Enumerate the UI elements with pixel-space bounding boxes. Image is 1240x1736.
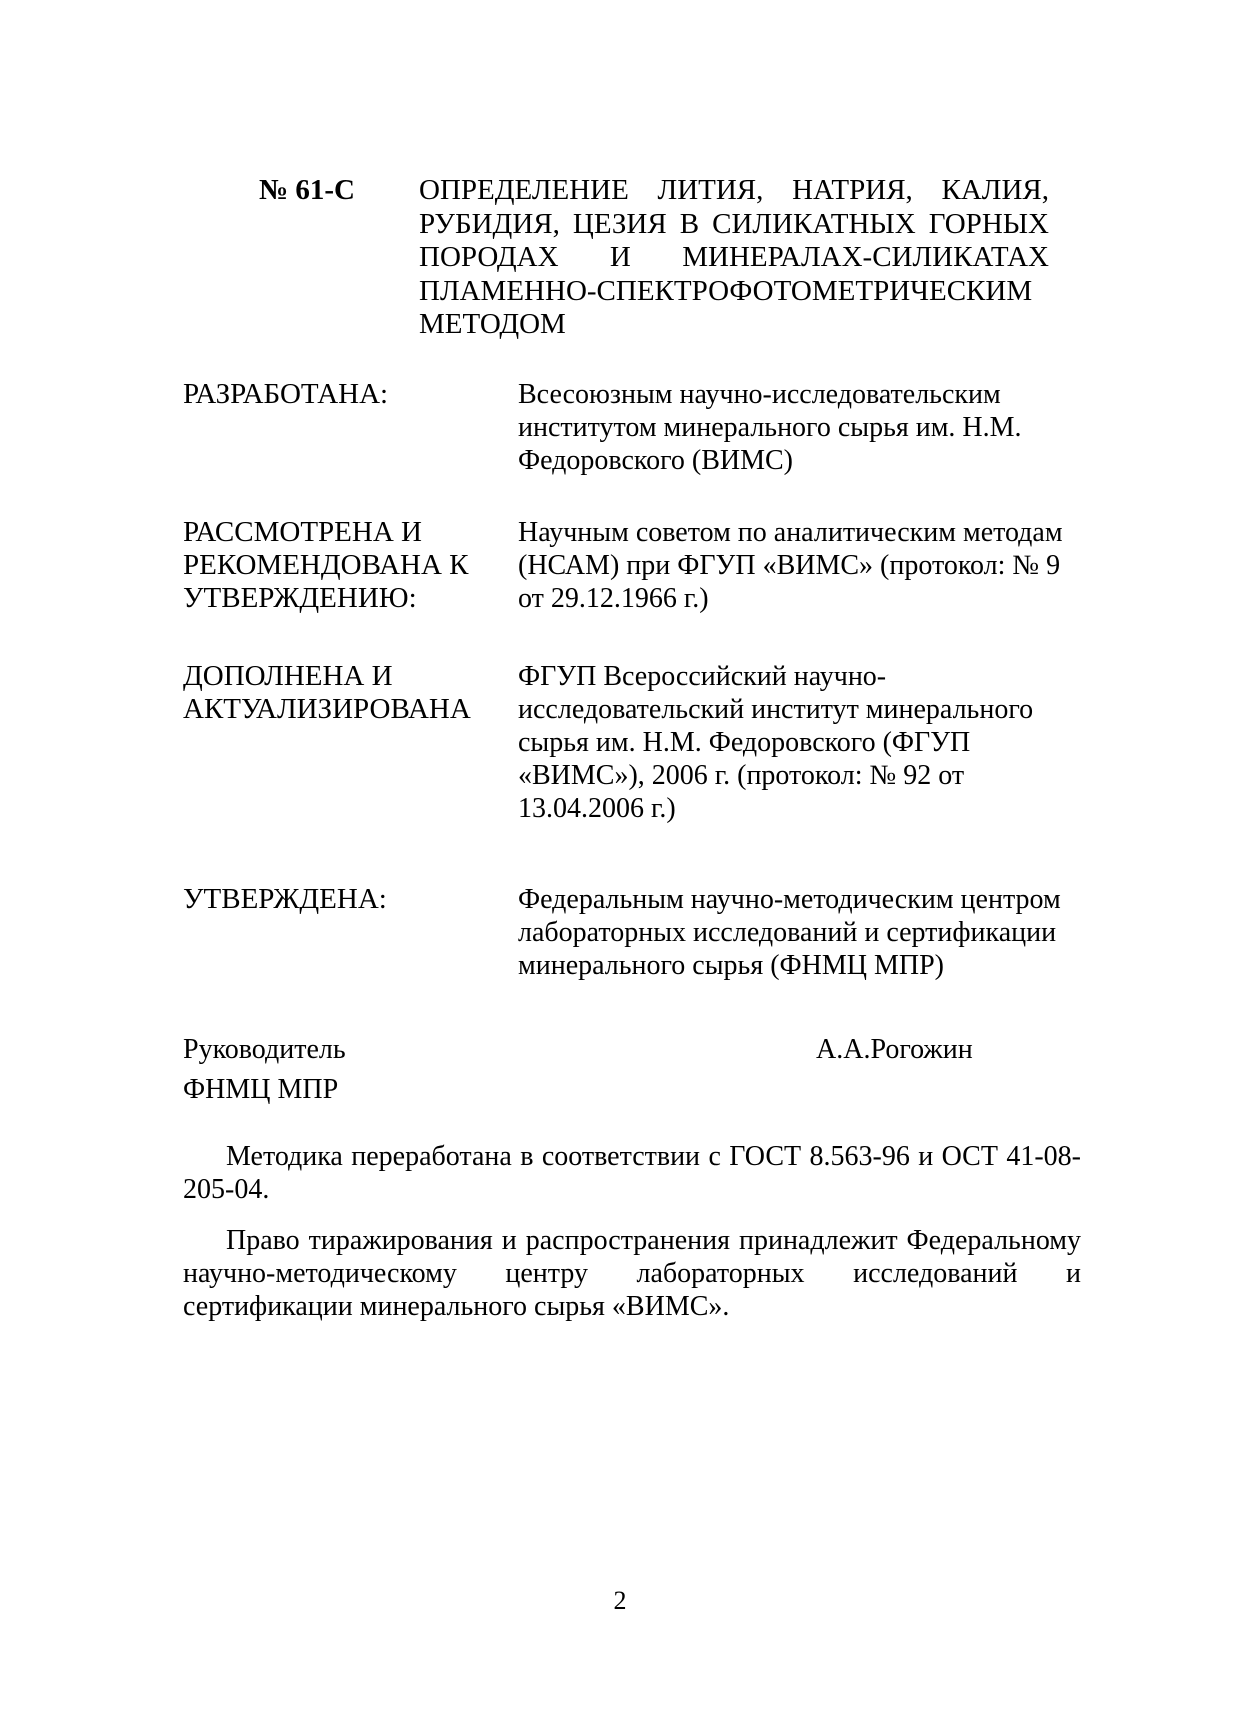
approved-value: Федеральным научно-методическим центром лабораторных исследований и сертификации минерального сырья (ФНМЦ МПР) [518,884,1061,981]
document-number: № 61-С [259,174,355,206]
developed-by-value: Всесоюзным научно-исследовательским институтом минерального сырья им. Н.М. Федоровского (ВИМС) [518,379,1022,476]
methodology-note: Методика переработана в соответствии с ГОСТ 8.563-96 и ОСТ 41-08-205-04. [183,1141,1081,1205]
developed-by-label: РАЗРАБОТАНА: [183,378,389,410]
signer-position-line1: Руководитель [183,1034,346,1065]
reviewed-label: РАССМОТРЕНА И РЕКОМЕНДОВАНА К УТВЕРЖДЕНИЮ: [183,516,469,614]
page-number: 2 [613,1586,627,1615]
approved-label: УТВЕРЖДЕНА: [183,883,387,915]
document-title: ОПРЕДЕЛЕНИЕ ЛИТИЯ, НАТРИЯ, КАЛИЯ, РУБИДИЯ, ЦЕЗИЯ В СИЛИКАТНЫХ ГОРНЫХ ПОРОДАХ И МИНЕРАЛАХ-СИЛИКАТАХ ПЛАМЕННО-СПЕКТРОФОТОМЕТРИЧЕСКИМ МЕТОДОМ [419,174,1049,340]
updated-label: ДОПОЛНЕНА И АКТУАЛИЗИРОВАНА [183,660,471,725]
rights-note: Право тиражирования и распространения принадлежит Федеральному научно-методическому центру лабораторных исследований и сертификации минерального сырья «ВИМС». [183,1225,1081,1322]
signer-position [183,1030,346,1110]
signer-position-line2: ФНМЦ МПР [183,1074,339,1105]
signer-name: А.А.Рогожин [816,1034,973,1065]
reviewed-value: Научным советом по аналитическим методам (НСАМ) при ФГУП «ВИМС» (протокол: № 9 от 29.12.1966 г.) [518,517,1063,614]
updated-value: ФГУП Всероссийский научно-исследовательский институт минерального сырья им. Н.М. Федоровского (ФГУП «ВИМС»), 2006 г. (протокол: № 92 от 13.04.2006 г.) [518,661,1034,824]
